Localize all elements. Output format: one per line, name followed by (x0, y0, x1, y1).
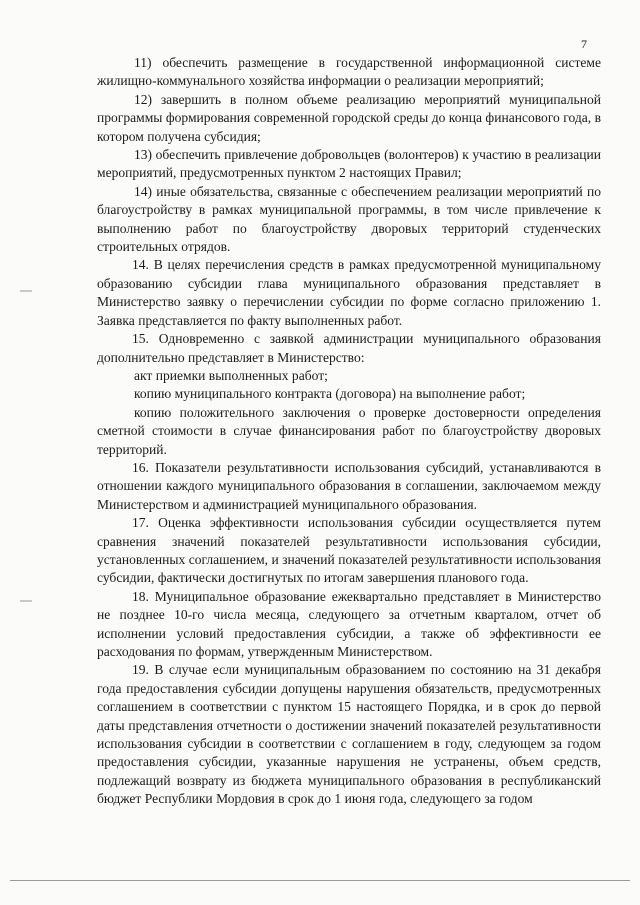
scan-mark (20, 600, 32, 602)
scan-mark (20, 290, 32, 292)
paragraph-18: 18. Муниципальное образование ежеквартально представляет в Министерство не позднее 10-го числа месяца, следующего за отчетным кварталом, отчет об исполнении условий предоставления субсидии, а также об эффективности ее расходования по формам, утвержденным Министерством. (97, 588, 601, 659)
paragraph-item-11: 11) обеспечить размещение в государственной информационной системе жилищно-коммунального хозяйства информации о реализации мероприятий; (97, 55, 601, 89)
paragraph-15-item-conclusion: копию положительного заключения о проверке достоверности определения сметной стоимости в случае финансирования работ по благоустройству дворовых территорий. (97, 404, 601, 457)
paragraph-19: 19. В случае если муниципальным образованием по состоянию на 31 декабря года предоставления субсидии допущены нарушения обязательств, предусмотренных соглашением в соответствии с пунктом 15 настоящего Порядка, и в срок до первой даты представления отчетности о достижении значений показателей результативности использования субсидии в соответствии с соглашением в году, следующем за годом предоставления субсидии, указанные нарушения не устранены, объем средств, подлежащий возврату из бюджета муниципального образования в республиканский бюджет Республики Мордовия в срок до 1 июня года, следующего за годом (97, 662, 601, 807)
paragraph-item-12: 12) завершить в полном объеме реализацию мероприятий муниципальной программы формирования современной городской среды до конца финансового года, в котором получена субсидия; (97, 91, 601, 144)
paragraph-15: 15. Одновременно с заявкой администрации муниципального образования дополнительно представляет в Министерство: (97, 331, 601, 365)
page-number: 7 (581, 37, 587, 51)
paragraph-17: 17. Оценка эффективности использования субсидии осуществляется путем сравнения значений показателей результативности использования субсидии, установленных соглашением, и значений показателей результативности использования субсидии, фактически достигнутых по итогам завершения планового года. (97, 515, 601, 586)
paragraph-15-item-contract: копию муниципального контракта (договора) на выполнение работ; (134, 386, 526, 402)
document-body (97, 54, 601, 809)
paragraph-item-14-obligations: 14) иные обязательства, связанные с обеспечением реализации мероприятий по благоустройству в рамках муниципальной программы, в том числе привлечение к выполнению работ по благоустройству дворовых территорий студенческих строительных отрядов. (97, 183, 601, 255)
paragraph-14: 14. В целях перечисления средств в рамках предусмотренной муниципальному образованию субсидии глава муниципального образования представляет в Министерство заявку о перечислении субсидии по форме согласно приложению 1. Заявка представляется по факту выполненных работ. (97, 257, 601, 328)
paragraph-16: 16. Показатели результативности использования субсидий, устанавливаются в отношении каждого муниципального образования в соглашении, заключаемом между Министерством и администрацией муниципального образования. (97, 459, 601, 512)
page-bottom-rule (10, 880, 630, 881)
paragraph-15-item-act: акт приемки выполненных работ; (134, 367, 328, 383)
paragraph-item-13: 13) обеспечить привлечение добровольцев (волонтеров) к участию в реализации мероприятий, предусмотренных пунктом 2 настоящих Правил; (97, 147, 601, 181)
